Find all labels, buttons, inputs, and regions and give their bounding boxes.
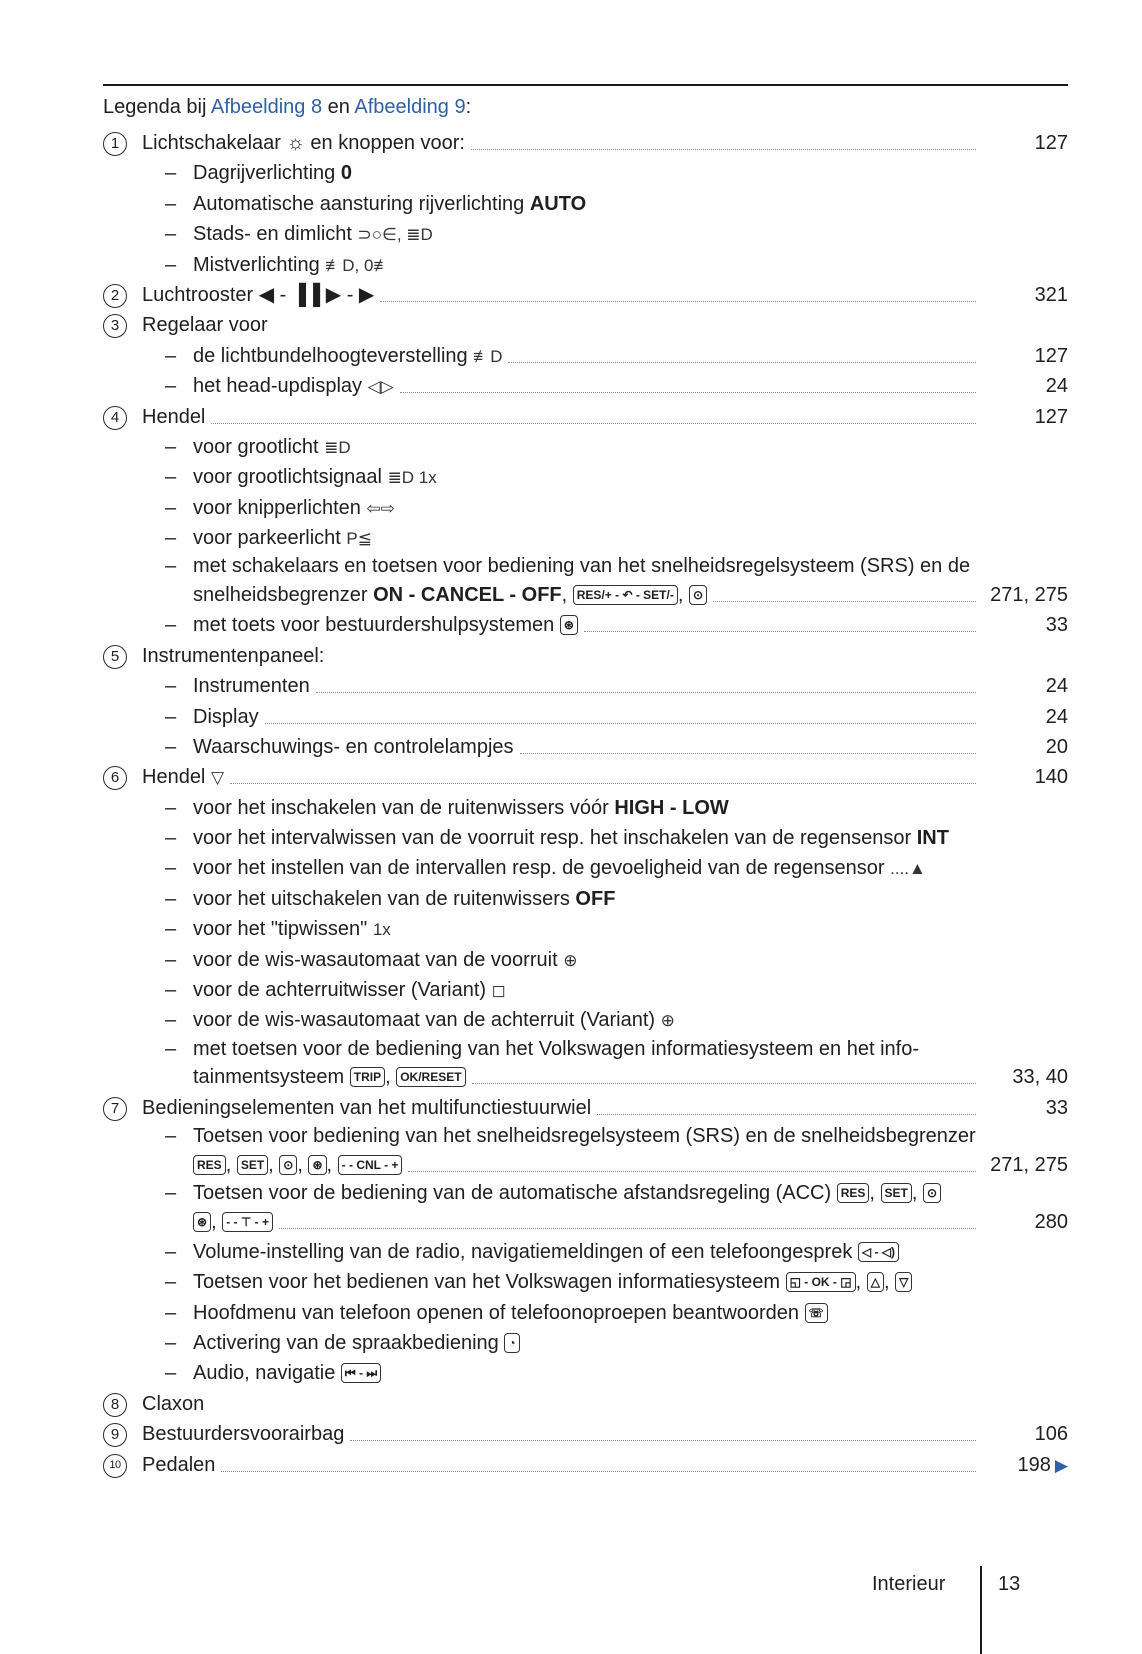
footer-page-number: 13 <box>998 1573 1021 1595</box>
label-text: Activering van de spraakbediening <box>193 1332 505 1355</box>
sub-item-label <box>165 702 259 732</box>
page-reference[interactable]: 321 <box>1034 283 1068 306</box>
leader-dots <box>408 1171 976 1172</box>
leader-dots <box>279 1228 976 1229</box>
key-symbol-icon: - - ⊤ - + <box>222 1212 273 1232</box>
label-text: Regelaar voor <box>142 314 268 337</box>
symbol-icon: ....▲ <box>890 859 926 879</box>
leader-dots <box>597 1114 976 1115</box>
item-label <box>142 128 465 158</box>
separator: , <box>855 1271 867 1294</box>
item-label <box>142 280 374 310</box>
page-reference[interactable]: 198 ▶ <box>1017 1453 1068 1476</box>
legend-row <box>0 884 1142 914</box>
separator: , <box>326 1153 338 1176</box>
label-text: Waarschuwings- en controlelampjes <box>193 735 514 758</box>
dash-bullet: – <box>165 344 177 367</box>
item-label <box>142 762 224 793</box>
separator: , <box>385 1066 397 1089</box>
leader-dots <box>508 362 976 363</box>
label-text: voor grootlicht <box>193 435 325 458</box>
item-label <box>142 402 205 432</box>
legend-row <box>0 1150 1142 1180</box>
legend-row <box>0 1062 1142 1092</box>
separator: , <box>869 1182 881 1204</box>
legend-prefix: Legenda bij <box>103 96 211 118</box>
page-reference[interactable]: 140 <box>1034 766 1068 789</box>
legend-list <box>0 128 1142 1480</box>
legend-row <box>0 762 1142 792</box>
legend-row <box>0 1419 1142 1449</box>
legend-row <box>0 1298 1142 1328</box>
dash-bullet: – <box>165 887 177 910</box>
item-number-badge: 6 <box>103 766 127 790</box>
label-text: Toetsen voor het bedienen van het Volkswagen informatiesysteem <box>193 1271 786 1294</box>
sub-item-label <box>165 853 926 884</box>
legend-row <box>0 610 1142 640</box>
dash-bullet: – <box>165 948 177 971</box>
dash-bullet: – <box>165 1125 177 1148</box>
leader-dots <box>316 692 976 693</box>
separator: , <box>225 1153 237 1176</box>
dash-bullet: – <box>165 614 177 637</box>
separator: , <box>268 1153 280 1176</box>
leader-dots <box>520 753 976 754</box>
symbol-icon: ⊕ <box>660 1011 675 1031</box>
separator: , <box>211 1210 223 1233</box>
label-text: Instrumenten <box>193 675 310 698</box>
label-text: voor het intervalwissen van de voorruit resp. het inschakelen van de regensensor <box>193 827 917 850</box>
key-symbol-icon: ☏ <box>805 1303 828 1323</box>
figure-8-link[interactable]: Afbeelding 8 <box>210 96 323 118</box>
symbol-icon: ▽ <box>210 768 225 788</box>
item-number-badge: 9 <box>103 1423 127 1447</box>
sub-item-label <box>165 732 514 762</box>
item-label <box>142 1093 591 1123</box>
page-reference[interactable]: 271, 275 <box>990 583 1068 606</box>
dash-bullet: – <box>165 705 177 728</box>
legend-row <box>0 341 1142 371</box>
label-text: voor grootlichtsignaal <box>193 466 388 489</box>
label-text: voor de achterruitwisser (Variant) <box>193 979 492 1002</box>
label-text: Bestuurdersvoorairbag <box>142 1423 345 1446</box>
legend-row <box>0 1207 1142 1237</box>
label-text: voor het inschakelen van de ruitenwissers vóór <box>193 796 615 819</box>
label-text: voor knipperlichten <box>193 496 367 519</box>
legend-row <box>0 128 1142 158</box>
legend-row <box>0 250 1142 280</box>
label-text: Audio, navigatie <box>193 1362 341 1385</box>
symbol-icon: ≣D 1x <box>387 468 437 488</box>
legend-row <box>0 189 1142 219</box>
key-symbol-icon: - - CNL - + <box>338 1155 403 1175</box>
dash-bullet: – <box>165 1362 177 1385</box>
page-reference[interactable]: 271, 275 <box>990 1153 1068 1176</box>
label-text: voor parkeerlicht <box>193 527 347 550</box>
legend-row <box>0 462 1142 492</box>
leader-dots <box>584 631 976 632</box>
label-text: voor het "tipwissen" <box>193 918 373 941</box>
key-symbol-icon: ⊛ <box>308 1155 326 1175</box>
continue-arrow-icon: ▶ <box>1054 1455 1068 1475</box>
control-marking: 0 <box>340 162 352 185</box>
dash-bullet: – <box>165 223 177 246</box>
key-symbol-icon: △ <box>867 1272 884 1292</box>
label-text: snelheidsbegrenzer <box>193 583 374 606</box>
dash-bullet: – <box>165 1009 177 1032</box>
page-reference[interactable]: 24 <box>1045 675 1068 698</box>
label-text: Hendel <box>142 405 206 428</box>
label-text: met toets voor bestuurdershulpsystemen <box>193 614 560 637</box>
figure-9-link[interactable]: Afbeelding 9 <box>354 96 466 118</box>
symbol-icon: ≣D <box>324 437 351 457</box>
key-symbol-icon: ◔ <box>504 1333 519 1353</box>
key-symbol-icon: ◁ - ◁) <box>858 1242 899 1262</box>
dash-bullet: – <box>165 192 177 215</box>
label-text: Pedalen <box>142 1453 216 1476</box>
dash-bullet: – <box>165 675 177 698</box>
footer-rule <box>980 1566 982 1654</box>
page-reference[interactable]: 33 <box>1045 1096 1068 1119</box>
sub-item-label <box>165 793 729 823</box>
control-marking: ON - CANCEL - OFF <box>373 583 562 606</box>
legend-row <box>0 280 1142 310</box>
control-marking: INT <box>916 827 949 850</box>
label-text: Hoofdmenu van telefoon openen of telefoonoproepen beantwoorden <box>193 1301 805 1324</box>
legend-row <box>0 1267 1142 1297</box>
sub-item-label <box>165 493 395 524</box>
leader-dots <box>211 423 976 424</box>
legend-row <box>0 853 1142 883</box>
leader-dots <box>400 392 976 393</box>
page-reference[interactable]: 106 <box>1034 1423 1068 1446</box>
item-label <box>142 1389 204 1419</box>
page-reference[interactable]: 280 <box>1034 1210 1068 1233</box>
page-reference[interactable]: 24 <box>1045 375 1068 398</box>
label-text: Mistverlichting <box>193 253 326 276</box>
key-symbol-icon: SET <box>237 1155 268 1175</box>
label-text: voor de wis-wasautomaat van de achterruit (Variant) <box>193 1009 661 1032</box>
control-marking: AUTO <box>529 192 587 215</box>
label-text: Toetsen voor de bediening van de automatische afstandsregeling (ACC) <box>193 1182 837 1204</box>
dash-bullet: – <box>165 1182 177 1204</box>
label-text: Luchtrooster ◀ - ▐▐ ▶ - ▶ <box>142 283 375 306</box>
item-number-badge: 7 <box>103 1097 127 1121</box>
dash-bullet: – <box>165 466 177 489</box>
dash-bullet: – <box>165 1301 177 1324</box>
key-symbol-icon: ⊛ <box>560 615 578 635</box>
label-text: tainmentsysteem <box>193 1066 350 1089</box>
leader-dots <box>380 301 976 302</box>
key-symbol-icon: ⊙ <box>279 1155 297 1175</box>
sub-item-label <box>165 432 351 463</box>
page-reference[interactable]: 127 <box>1034 344 1068 367</box>
symbol-icon: ⊕ <box>563 950 578 970</box>
page-reference[interactable]: 20 <box>1045 735 1068 758</box>
item-number-badge: 4 <box>103 406 127 430</box>
legend-row <box>0 945 1142 975</box>
legend-row <box>0 402 1142 432</box>
page-reference[interactable]: 127 <box>1034 132 1068 154</box>
legend-row <box>0 823 1142 853</box>
dash-bullet: – <box>165 918 177 941</box>
sub-item-label <box>165 945 577 976</box>
control-marking: OFF <box>575 887 616 910</box>
dash-bullet: – <box>165 827 177 850</box>
key-symbol-icon: RES/+ - ↶ - SET/- <box>573 585 678 605</box>
legend-row <box>0 671 1142 701</box>
legend-row <box>0 1123 1142 1150</box>
dash-bullet: – <box>165 1332 177 1355</box>
page-reference[interactable]: 33 <box>1045 614 1068 637</box>
label-text: met schakelaars en toetsen voor bediening van het snelheidsregelsysteem (SRS) en de <box>193 555 971 578</box>
legend-row <box>0 702 1142 732</box>
sub-item-label <box>165 219 433 250</box>
key-symbol-icon: RES <box>193 1155 226 1175</box>
label-text: Hendel <box>142 766 211 789</box>
dash-bullet: – <box>165 435 177 458</box>
leader-dots <box>471 149 976 150</box>
legend-row <box>0 1036 1142 1063</box>
leader-dots <box>221 1471 976 1472</box>
key-symbol-icon: RES <box>837 1183 870 1203</box>
separator: , <box>297 1153 309 1176</box>
sub-item-label <box>165 1005 675 1036</box>
sub-item-label <box>165 1180 941 1206</box>
legend-row <box>0 1005 1142 1035</box>
sub-item-label <box>165 341 502 372</box>
symbol-icon: P≦ <box>346 529 372 549</box>
dash-bullet: – <box>165 253 177 276</box>
legend-row <box>0 553 1142 580</box>
sub-item-label <box>165 1123 976 1149</box>
sub-item-label <box>165 523 372 554</box>
sub-item-label <box>165 1328 520 1358</box>
sub-item-label <box>193 1150 402 1180</box>
item-number-badge: 8 <box>103 1393 127 1417</box>
page-reference[interactable]: 33, 40 <box>1012 1066 1068 1089</box>
label-text: Volume-instelling van de radio, navigatiemeldingen of een telefoongesprek <box>193 1240 858 1263</box>
leader-dots <box>472 1083 976 1084</box>
item-label <box>142 310 268 340</box>
sub-item-label <box>165 158 352 188</box>
label-text: Claxon <box>142 1392 205 1415</box>
item-label <box>142 1419 344 1449</box>
sub-item-label <box>165 553 970 579</box>
sub-item-label <box>165 1298 828 1328</box>
label-text: Automatische aansturing rijverlichting <box>193 192 530 215</box>
label-text: voor de wis-wasautomaat van de voorruit <box>193 948 564 971</box>
key-symbol-icon: ⊙ <box>923 1183 941 1203</box>
sub-item-label <box>165 914 391 945</box>
sub-item-label <box>193 1062 466 1092</box>
symbol-icon: ≢D, 0≢ <box>325 255 391 275</box>
legend-row <box>0 580 1142 610</box>
separator: , <box>561 583 573 606</box>
label-text: Dagrijverlichting <box>193 162 341 185</box>
key-symbol-icon: ◱ - OK - ◲ <box>786 1272 856 1292</box>
legend-row <box>0 641 1142 671</box>
dash-bullet: – <box>165 1037 177 1060</box>
key-symbol-icon: ⊙ <box>689 585 707 605</box>
legend-suffix: : <box>465 96 472 118</box>
legend-row <box>0 975 1142 1005</box>
leader-dots <box>230 783 976 784</box>
legend-row <box>0 914 1142 944</box>
sub-item-label <box>165 975 506 1006</box>
legend-row <box>0 1180 1142 1207</box>
legend-row <box>0 1450 1142 1480</box>
item-number-badge: 10 <box>103 1454 127 1478</box>
sub-item-label <box>165 610 578 640</box>
label-text: met toetsen voor de bediening van het Volkswagen informatiesysteem en het info- <box>193 1037 919 1060</box>
label-text: het head-updisplay <box>193 375 368 398</box>
key-symbol-icon: ⏮ - ⏭ <box>341 1363 381 1383</box>
item-number-badge: 1 <box>103 132 127 156</box>
key-symbol-icon: ⊛ <box>193 1212 211 1232</box>
dash-bullet: – <box>165 735 177 758</box>
sub-item-label <box>165 189 586 219</box>
legend-row <box>0 1389 1142 1419</box>
dash-bullet: – <box>165 1271 177 1294</box>
label-text: Instrumentenpaneel: <box>142 644 325 667</box>
legend-row <box>0 158 1142 188</box>
dash-bullet: – <box>165 162 177 185</box>
sub-item-label <box>165 1267 912 1297</box>
label-text: voor het uitschakelen van de ruitenwissers <box>193 887 576 910</box>
control-marking: HIGH - LOW <box>614 796 729 819</box>
legend-row <box>0 1328 1142 1358</box>
sub-item-label <box>165 671 310 701</box>
item-number-badge: 2 <box>103 284 127 308</box>
sub-item-label <box>193 580 707 610</box>
legend-row <box>0 310 1142 340</box>
label-text: Toetsen voor bediening van het snelheidsregelsysteem (SRS) en de snelheidsbegrenzer <box>193 1125 976 1148</box>
page-reference[interactable]: 24 <box>1045 705 1068 728</box>
sub-item-label <box>165 1237 899 1267</box>
dash-bullet: – <box>165 555 177 578</box>
legend-row <box>0 793 1142 823</box>
symbol-icon: ⊃○∈, ≣D <box>357 225 433 245</box>
dash-bullet: – <box>165 527 177 550</box>
key-symbol-icon: OK/RESET <box>396 1067 465 1087</box>
symbol-icon: 1x <box>372 920 391 940</box>
legend-row <box>0 1237 1142 1267</box>
separator: , <box>911 1182 924 1204</box>
sub-item-label <box>165 823 949 853</box>
sub-item-label <box>165 1358 381 1388</box>
sub-item-label <box>165 462 437 493</box>
legend-heading <box>103 96 471 119</box>
separator: , <box>677 583 689 606</box>
page-reference[interactable]: 127 <box>1034 405 1068 428</box>
label-text: Display <box>193 705 259 728</box>
legend-row <box>0 219 1142 249</box>
legend-row <box>0 523 1142 553</box>
item-number-badge: 5 <box>103 645 127 669</box>
legend-row <box>0 732 1142 762</box>
dash-bullet: – <box>165 496 177 519</box>
symbol-icon: ⇦⇨ <box>366 498 395 518</box>
item-number-badge: 3 <box>103 314 127 338</box>
top-rule <box>103 84 1068 86</box>
legend-row <box>0 1358 1142 1388</box>
label-text: voor het instellen van de intervallen resp. de gevoeligheid van de regensensor <box>193 857 891 880</box>
dash-bullet: – <box>165 857 177 880</box>
legend-row <box>0 371 1142 401</box>
symbol-icon: ◻ <box>491 981 506 1001</box>
key-symbol-icon: TRIP <box>350 1067 385 1087</box>
sub-item-label <box>165 884 615 914</box>
symbol-icon: ◁▷ <box>367 377 394 397</box>
dash-bullet: – <box>165 1240 177 1263</box>
leader-dots <box>265 723 976 724</box>
legend-row <box>0 432 1142 462</box>
legend-row <box>0 1093 1142 1123</box>
sub-item-label <box>193 1207 273 1237</box>
leader-dots <box>350 1440 976 1441</box>
label-text: de lichtbundelhoogteverstelling <box>193 344 474 367</box>
sub-item-label <box>165 371 394 402</box>
separator: , <box>883 1271 896 1294</box>
sub-item-label <box>165 1036 919 1062</box>
sub-item-label <box>165 250 390 281</box>
label-text: Bedieningselementen van het multifunctiestuurwiel <box>142 1096 592 1119</box>
legend-mid: en <box>322 96 355 118</box>
label-text: Stads- en dimlicht <box>193 223 358 246</box>
symbol-icon: ≢D <box>473 346 503 366</box>
label-text: Lichtschakelaar ☼ en knoppen voor: <box>142 132 465 154</box>
dash-bullet: – <box>165 796 177 819</box>
dash-bullet: – <box>165 375 177 398</box>
footer-section: Interieur <box>872 1573 946 1595</box>
leader-dots <box>713 601 976 602</box>
key-symbol-icon: SET <box>881 1183 912 1203</box>
key-symbol-icon: ▽ <box>895 1272 912 1292</box>
legend-row <box>0 493 1142 523</box>
item-label <box>142 1450 215 1480</box>
item-label <box>142 641 324 671</box>
dash-bullet: – <box>165 979 177 1002</box>
